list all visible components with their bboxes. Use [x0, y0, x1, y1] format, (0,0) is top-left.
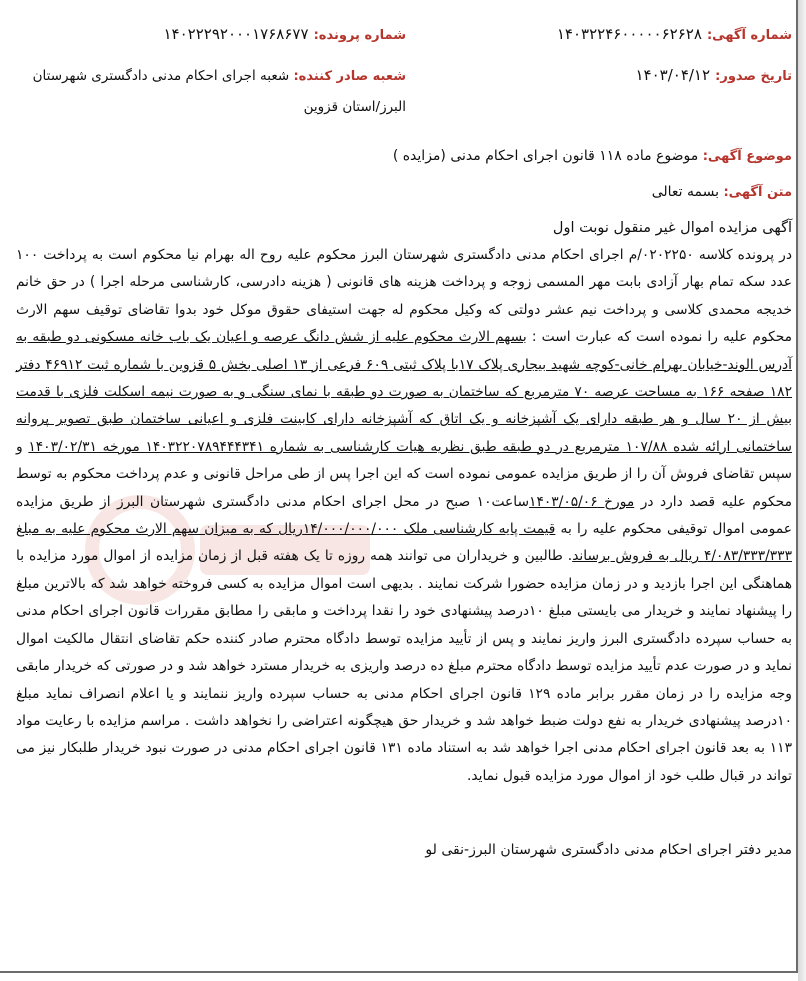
text-label: متن آگهی: — [723, 185, 792, 200]
topic-value: موضوع ماده ۱۱۸ قانون اجرای احکام مدنی (مزایده ) — [392, 148, 699, 164]
property-description: بسهم الارث محکوم علیه از شش دانگ عرصه و اعیان یک باب خانه مسکونی دو طبقه به آدرس الوند-خیابان بهرام خانی-کوچه شهید بیجاری پلاک ۱۷با پلاک ثبتی ۶۰۹ فرعی از ۱۳ اصلی بخش ۵ قزوین با شماره ثبت ۴۶۹۱۲ دفتر ۱۸۲ صفحه ۱۶۶ به مساحت عرصه ۷۰ مترمربع که ساختمان به صورت دو طبقه با نمای سنگی و به صورت نیمه اسکلت فلزی با قدمت بیش از ۲۰ سال و هر طبقه دارای یک آشپزخانه و یک اتاق که آشپزخانه دارای کابینت فلزی و اعیانی ساختمان طبق تصویر پروانه ساختمانی ارائه شده ۱۰۷/۸۸ مترمربع در دو طبقه طبق نظریه هیات کارشناسی به شماره ۱۴۰۳۲۲۰۷۸۹۴۴۴۳۴۱ مورخه ۱۴۰۳/۰۲/۳۱ — [16, 329, 792, 455]
ad-topic — [16, 148, 792, 164]
body-part-3: ساعت۱۰ صبح در محل اجرای احکام مدنی دادگستری شهرستان البرز از طریق مزایده عمومی اموال توقیفی محکوم علیه را به — [16, 493, 792, 538]
file-number-value: ۱۴۰۲۲۲۹۲۰۰۰۱۷۶۸۶۷۷ — [163, 25, 309, 43]
file-number-label: شماره پرونده: — [313, 28, 406, 43]
header-row-2 — [16, 65, 792, 122]
file-number — [16, 24, 406, 43]
body-part-1: در پرونده کلاسه ۰۲۰۲۲۵۰/م اجرای احکام مدنی دادگستری شهرستان البرز محکوم علیه روح اله بهرام نیا محکوم است به پرداخت ۱۰۰ عدد سکه تمام بهار آزادی بابت مهر المسمی زوجه و پرداخت هزینه های قانونی ( هزینه دادرسی، کارشناسی مرحله اجرا ) در حق خانم خدیجه محمدی کلاسی و پرداخت نیم عشر دولتی که وکیل محکوم له جهت استیفای حقوق موکل خود بدوا تقاضای توقیف سهم الارث محکوم علیه را نموده است که عبارت است : — [16, 247, 792, 346]
issue-date-value: ۱۴۰۳/۰۴/۱۲ — [635, 66, 711, 84]
ad-number-value: ۱۴۰۳۲۲۴۶۰۰۰۰۰۶۲۶۲۸ — [556, 25, 702, 43]
base-price: قیمت پایه کارشناسی ملک ۱۴/۰۰۰/۰۰۰/۰۰۰ریال که به میزان سهم الارث محکوم علیه به مبلغ ۴/۰۸۳/۳۳۳/۳۳۳ ریال به فروش برساند — [16, 521, 792, 565]
issuing-branch — [16, 61, 406, 122]
auction-title: آگهی مزایده اموال غیر منقول نوبت اول — [552, 220, 792, 236]
issue-date-label: تاریخ صدور: — [715, 69, 792, 84]
header-row-1 — [16, 24, 792, 43]
ad-text-heading — [16, 184, 792, 200]
signature: مدیر دفتر اجرای احکام مدنی دادگستری شهرستان البرز-نقی لو — [425, 842, 792, 859]
ad-number-label: شماره آگهی: — [706, 28, 792, 43]
ad-body: در پرونده کلاسه ۰۲۰۲۲۵۰/م اجرای احکام مدنی دادگستری شهرستان البرز محکوم علیه روح اله بهرام نیا محکوم است به پرداخت ۱۰۰ عدد سکه تمام بهار آزادی بابت مهر المسمی زوجه و پرداخت هزینه های قانونی ( هزینه دادرسی، کارشناسی مرحله اجرا ) در حق خانم خدیجه محمدی کلاسی و پرداخت نیم عشر دولتی که وکیل محکوم له جهت استیفای حقوق موکل خود بدوا تقاضای توقیف سهم الارث محکوم علیه را نموده است که عبارت است : بسهم الارث محکوم علیه از شش دانگ عرصه و اعیان یک باب خانه مسکونی دو طبقه به آدرس الوند-خیابان بهرام خانی-کوچه شهید بیجاری پلاک ۱۷با پلاک ثبتی ۶۰۹ فرعی از ۱۳ اصلی بخش ۵ قزوین با شماره ثبت ۴۶۹۱۲ دفتر ۱۸۲ صفحه ۱۶۶ به مساحت عرصه ۷۰ مترمربع که ساختمان به صورت دو طبقه با نمای سنگی و به صورت نیمه اسکلت فلزی با قدمت بیش از ۲۰ سال و هر طبقه دارای یک آشپزخانه و یک اتاق که آشپزخانه دارای کابینت فلزی و اعیانی ساختمان طبق تصویر پروانه ساختمانی ارائه شده ۱۰۷/۸۸ مترمربع در دو طبقه طبق نظریه هیات کارشناسی به شماره ۱۴۰۳۲۲۰۷۸۹۴۴۴۳۴۱ مورخه ۱۴۰۳/۰۲/۳۱ و سپس تقاضای فروش آن را از طریق مزایده عمومی نموده است که این اجرا پس از طی مراحل قانونی و عدم پرداخت محکوم به توسط محکوم علیه قصد دارد در مورخ ۱۴۰۳/۰۵/۰۶ساعت۱۰ صبح در محل اجرای احکام مدنی دادگستری شهرستان البرز از طریق مزایده عمومی اموال توقیفی محکوم علیه را به قیمت پایه کارشناسی ملک ۱۴/۰۰۰/۰۰۰/۰۰۰ریال که به میزان سهم الارث محکوم علیه به مبلغ ۴/۰۸۳/۳۳۳/۳۳۳ ریال به فروش برساند. طالبین و خریداران می توانند همه روزه تا یک هفته قبل از زمان مزایده از اموال مورد مزایده با هماهنگی این اجرا بازدید و در زمان مزایده حضورا شرکت نمایند . بدیهی است اموال مزایده به کسی فروخته خواهد شد که بالاترین مبلغ را پیشنهاد نمایند و خریدار می بایستی مبلغ ۱۰درصد پیشنهادی خود را نقدا پرداخت و مابقی را مطابق مقررات قانون اجرای احکام مدنی به حساب سپرده دادگستری البرز واریز نمایند و پس از تأیید مزایده توسط دادگاه محترم صادر کننده حکم تقاضای انتقال مالکیت اموال نماید و در صورت عدم تأیید مزایده توسط دادگاه محترم مبلغ ده درصد واریزی به خریدار مسترد خواهد شد و در صورتی که خریدار مابقی وجه مزایده را در زمان مقرر برابر ماده ۱۲۹ قانون اجرای احکام مدنی به حساب سپرده واریز ننمایند و یا اعلام انصراف نماید مبلغ ۱۰درصد پیشنهادی خریدار به نفع دولت ضبط خواهد شد و خریدار حق هیچگونه اعتراضی را نخواهد داشت . مراسم مزایده با رعایت مواد ۱۱۳ به بعد قانون اجرای احکام مدنی اجرا خواهد شد به استناد ماده ۱۳۱ قانون اجرای احکام مدنی در صورت نبود خریدار طلبکار نیز می تواند در قبال طلب خود از اموال مورد مزایده قبول نماید. — [16, 247, 792, 784]
body-part-2: و سپس تقاضای فروش آن را از طریق مزایده عمومی نموده است که این اجرا پس از طی مراحل قانونی و عدم پرداخت محکوم به توسط محکوم علیه قصد دارد در — [16, 438, 792, 510]
body-part-4: طالبین و خریداران می توانند همه روزه تا یک هفته قبل از زمان مزایده از اموال مورد مزایده با هماهنگی این اجرا بازدید و در زمان مزایده حضورا شرکت نمایند . بدیهی است اموال مزایده به کسی فروخته خواهد شد که بالاترین مبلغ را پیشنهاد نمایند و خریدار می بایستی مبلغ ۱۰درصد پیشنهادی خود را نقدا پرداخت و مابقی را مطابق مقررات قانون اجرای احکام مدنی به حساب سپرده دادگستری البرز واریز نمایند و پس از تأیید مزایده توسط دادگاه محترم صادر کننده حکم تقاضای انتقال مالکیت اموال نماید و در صورت عدم تأیید مزایده توسط دادگاه محترم مبلغ ده درصد واریزی به خریدار مسترد خواهد شد و در صورتی که خریدار مابقی وجه مزایده را در زمان مقرر برابر ماده ۱۲۹ قانون اجرای احکام مدنی به حساب سپرده واریز ننمایند و یا اعلام انصراف نماید مبلغ ۱۰درصد پیشنهادی خریدار به نفع دولت ضبط خواهد شد و خریدار حق هیچگونه اعتراضی را نخواهد داشت . مراسم مزایده با رعایت مواد ۱۱۳ به بعد قانون اجرای احکام مدنی اجرا خواهد شد به استناد ماده ۱۳۱ قانون اجرای احکام مدنی در صورت نبود خریدار طلبکار نیز می تواند در قبال طلب خود از اموال مورد مزایده قبول نماید. — [16, 548, 792, 784]
issue-date — [432, 65, 792, 84]
branch-value: شعبه اجرای احکام مدنی دادگستری شهرستان البرز/استان قزوین — [32, 68, 406, 115]
auction-date: مورخ ۱۴۰۳/۰۵/۰۶ — [529, 493, 635, 510]
ad-number — [432, 24, 792, 43]
branch-label: شعبه صادر کننده: — [293, 69, 406, 84]
text-value: بسمه تعالی — [651, 184, 720, 200]
ad-document — [16, 24, 792, 858]
topic-label: موضوع آگهی: — [702, 149, 792, 164]
scrollbar[interactable] — [798, 0, 806, 981]
